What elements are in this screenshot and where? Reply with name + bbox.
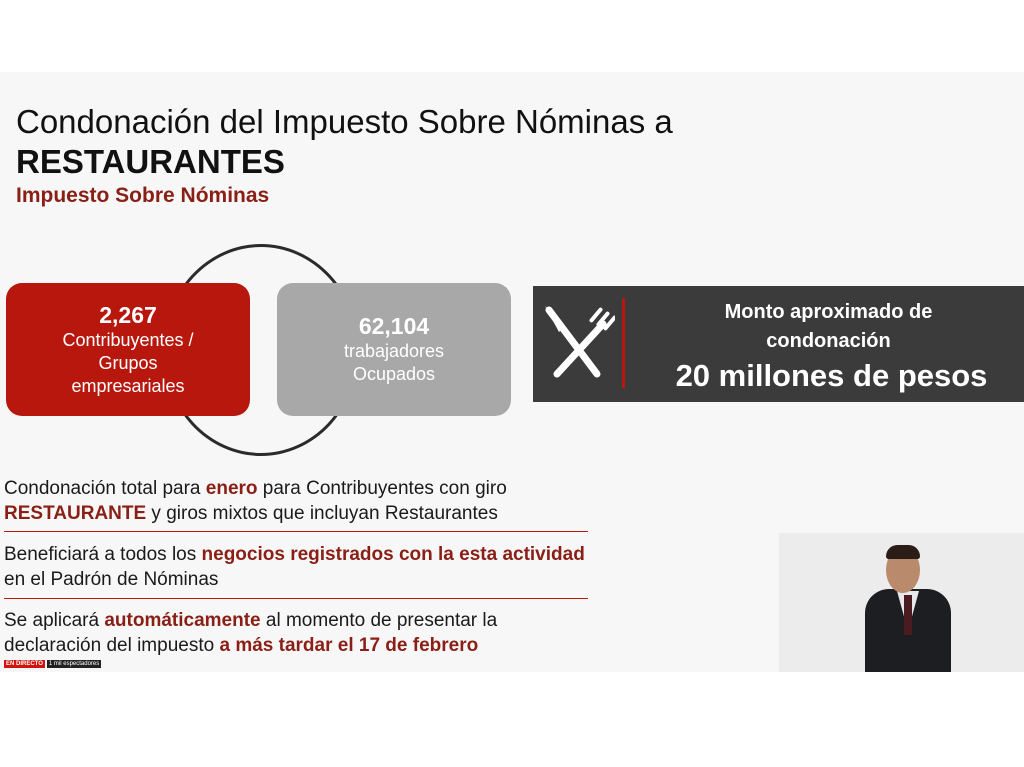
bullet-text: Se aplicará	[4, 610, 105, 631]
title-line-1: Condonación del Impuesto Sobre Nóminas a	[16, 103, 673, 140]
fork-knife-icon	[543, 304, 615, 384]
bullet-separator	[4, 531, 588, 532]
amount-panel	[533, 286, 1024, 402]
bullet-text: y giros mixtos que incluyan Restaurantes	[146, 503, 498, 524]
stream-badges	[4, 660, 101, 668]
amount-divider	[622, 298, 625, 388]
amount-caption-line-1: Monto aproximado de	[724, 301, 933, 323]
contribuyentes-line-1: Contribuyentes /	[62, 329, 194, 350]
bullet-text: al momento de presentar la declaración del impuesto	[4, 610, 498, 656]
contribuyentes-line-3: empresariales	[71, 375, 185, 396]
trabajadores-number: 62,104	[358, 313, 430, 339]
viewers-badge: 1 mil espectadores	[48, 661, 100, 667]
amount-caption-line-2: condonación	[766, 330, 891, 352]
trabajadores-line-1: trabajadores	[343, 341, 445, 361]
interpreter-tie	[904, 595, 912, 635]
trabajadores-stat-box	[277, 283, 511, 416]
contribuyentes-line-2: Grupos	[98, 352, 158, 373]
bullet-text: Condonación total para	[4, 478, 206, 499]
slide-subtitle: Impuesto Sobre Nóminas	[16, 184, 270, 207]
live-badge: EN DIRECTO	[6, 661, 43, 667]
bullet-text: Beneficiará a todos los	[4, 544, 202, 565]
bullet-highlight: RESTAURANTE	[4, 503, 147, 524]
bullet-beneficiara	[4, 542, 588, 592]
bullet-highlight: automáticamente	[104, 610, 261, 631]
slide	[0, 72, 1024, 672]
contribuyentes-stat-box	[6, 283, 250, 416]
amount-value: 20 millones de pesos	[675, 358, 988, 393]
amount-caption	[633, 298, 1024, 356]
trabajadores-line-2: Ocupados	[352, 364, 436, 384]
bullet-text: para Contribuyentes con giro	[257, 478, 507, 499]
bullet-highlight: a más tardar el 17 de febrero	[219, 635, 479, 656]
contribuyentes-number: 2,267	[99, 301, 157, 328]
bullet-highlight: negocios registrados con la esta actividad	[201, 544, 585, 565]
slide-title	[16, 102, 776, 182]
bullet-enero	[4, 476, 588, 526]
title-line-2: RESTAURANTES	[16, 143, 285, 180]
bullet-automatico	[4, 608, 588, 658]
interpreter-hair	[886, 545, 920, 559]
bullet-highlight: enero	[205, 478, 258, 499]
sign-language-interpreter-video	[779, 533, 1024, 672]
bullet-separator	[4, 598, 588, 599]
bullet-text: en el Padrón de Nóminas	[4, 569, 219, 590]
